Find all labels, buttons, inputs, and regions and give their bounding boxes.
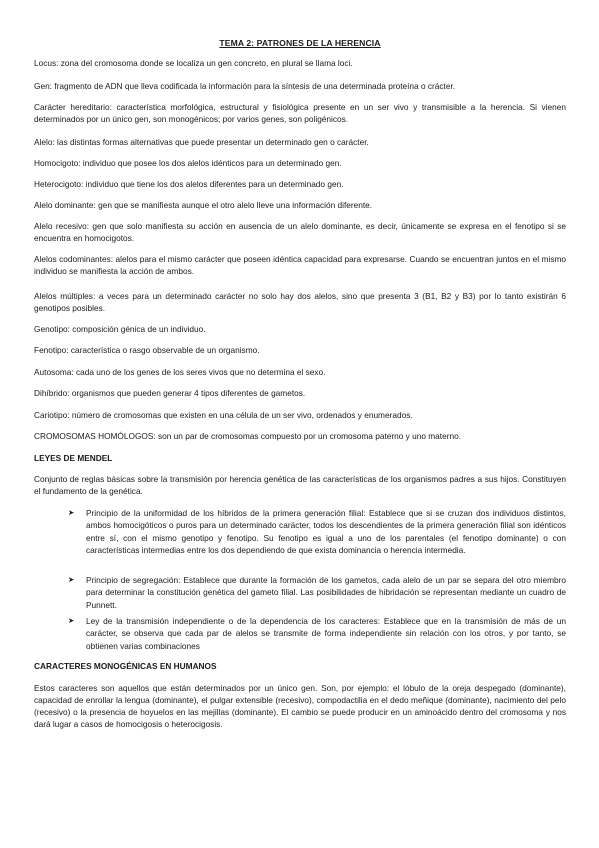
definition-caracter-hereditario: Carácter hereditario: característica morfológica, estructural y fisiológica presente en un ser vivo y transmisible a la herencia. Si vienen determinados por un único gen, son monogénicos; por varios genes, son poligénicos.: [34, 102, 566, 124]
arrow-bullet-icon: ➤: [68, 616, 75, 625]
definition-heterocigoto: Heterocigoto: individuo que tiene los dos alelos diferentes para un determinado gen.: [34, 179, 344, 189]
definition-alelos-codominantes: Alelos codominantes: alelos para el mismo carácter que poseen idéntica capacidad para expresarse. Cuando se encuentran juntos en el mismo individuo se manifiesta la acción de ambos.: [34, 254, 566, 276]
mendel-law-text: Ley de la transmisión independiente o de la dependencia de los caracteres: Establece que en la transmisión de más de un carácter, se observa que cada par de alelos se transmite de forma independiente sin relación con los otros, y por tanto, se obtienen varias combinaciones: [86, 616, 566, 651]
definition-homocigoto: Homocigoto: individuo que posee los dos alelos idénticos para un determinado gen.: [34, 158, 342, 168]
definition-cromosomas-homologos: CROMOSOMAS HOMÓLOGOS: son un par de cromosomas compuesto por un cromosoma paterno y uno materno.: [34, 431, 461, 441]
section-intro-leyes-mendel: Conjunto de reglas básicas sobre la transmisión por herencia genética de las características de los organismos padres a sus hijos. Constituyen el fundamento de la genética.: [34, 474, 566, 496]
section-text-caracteres-monogenicos: Estos caracteres son aquellos que están determinados por un único gen. Son, por ejemplo: el lóbulo de la oreja despegado (dominante), capacidad de enrollar la lengua (dominante), el pulgar extensible (recesivo), compodactilia en el dedo meñique (dominante), nacimiento del pelo (recesivo) o la presencia de hoyuelos en las mejillas (dominante). El cambio se puede producir en un aminoácido dentro del cromosoma y nos dará lugar a casos de homocigosis o heterocigosis.: [34, 683, 566, 729]
mendel-law-item: [68, 574, 566, 611]
definition-alelo: Alelo: las distintas formas alternativas que puede presentar un determinado gen o carácter.: [34, 137, 369, 147]
page-title: TEMA 2: PATRONES DE LA HERENCIA: [219, 38, 381, 48]
definition-autosoma: Autosoma: cada uno de los genes de los seres vivos que no determina el sexo.: [34, 367, 326, 377]
definition-cariotipo: Cariotipo: número de cromosomas que existen en una célula de un ser vivo, ordenados y enumerados.: [34, 410, 413, 420]
mendel-law-text: Principio de la uniformidad de los híbridos de la primera generación filial: Establece que si se cruzan dos individuos distintos, ambos homocigóticos o puros para un determinado carácter, todos los descendientes de la primera generación filial son idénticos entre sí, con el mismo genotipo y fenotipo. Su fenotipo es igual a uno de los parentales (el fenotipo dominante) o con características intermedias entre los dos dependiendo de que exista dominancia o herencia intermedia.: [86, 508, 566, 555]
mendel-law-item: [68, 507, 566, 556]
definition-gen: Gen: fragmento de ADN que lleva codificada la información para la síntesis de una determinada proteína o crácter.: [34, 81, 456, 91]
arrow-bullet-icon: ➤: [68, 508, 75, 517]
definition-genotipo: Genotipo: composición génica de un individuo.: [34, 324, 206, 334]
definition-alelo-dominante: Alelo dominante: gen que se manifiesta aunque el otro alelo lleve una información diferente.: [34, 200, 373, 210]
definition-alelo-recesivo: Alelo recesivo: gen que solo manifiesta su acción en ausencia de un alelo dominante, es decir, únicamente se expresa en el fenotipo si se encuentra en homocigotos.: [34, 221, 566, 243]
section-heading-leyes-mendel: LEYES DE MENDEL: [34, 453, 113, 463]
definition-alelos-multiples: Alelos múltiples: a veces para un determinado carácter no solo hay dos alelos, sino que presenta 3 (B1, B2 y B3) por lo tanto existirán 6 genotipos posibles.: [34, 291, 566, 313]
mendel-law-item: [68, 615, 566, 652]
mendel-law-text: Principio de segregación: Establece que durante la formación de los gametos, cada alelo de un par se separa del otro miembro para determinar la constitución genética del gameto filial. Las posibilidades de hibridación se representan mediante un cuadro de Punnett.: [86, 575, 566, 610]
arrow-bullet-icon: ➤: [68, 575, 75, 584]
definition-dihibrido: Dihíbrido: organismos que pueden generar 4 tipos diferentes de gametos.: [34, 388, 306, 398]
section-heading-caracteres-monogenicos: CARACTERES MONOGÉNICAS EN HUMANOS: [34, 661, 217, 671]
definition-locus: Locus: zona del cromosoma donde se localiza un gen concreto, en plural se llama loci.: [34, 58, 353, 68]
definition-fenotipo: Fenotipo: característica o rasgo observable de un organismo.: [34, 345, 260, 355]
